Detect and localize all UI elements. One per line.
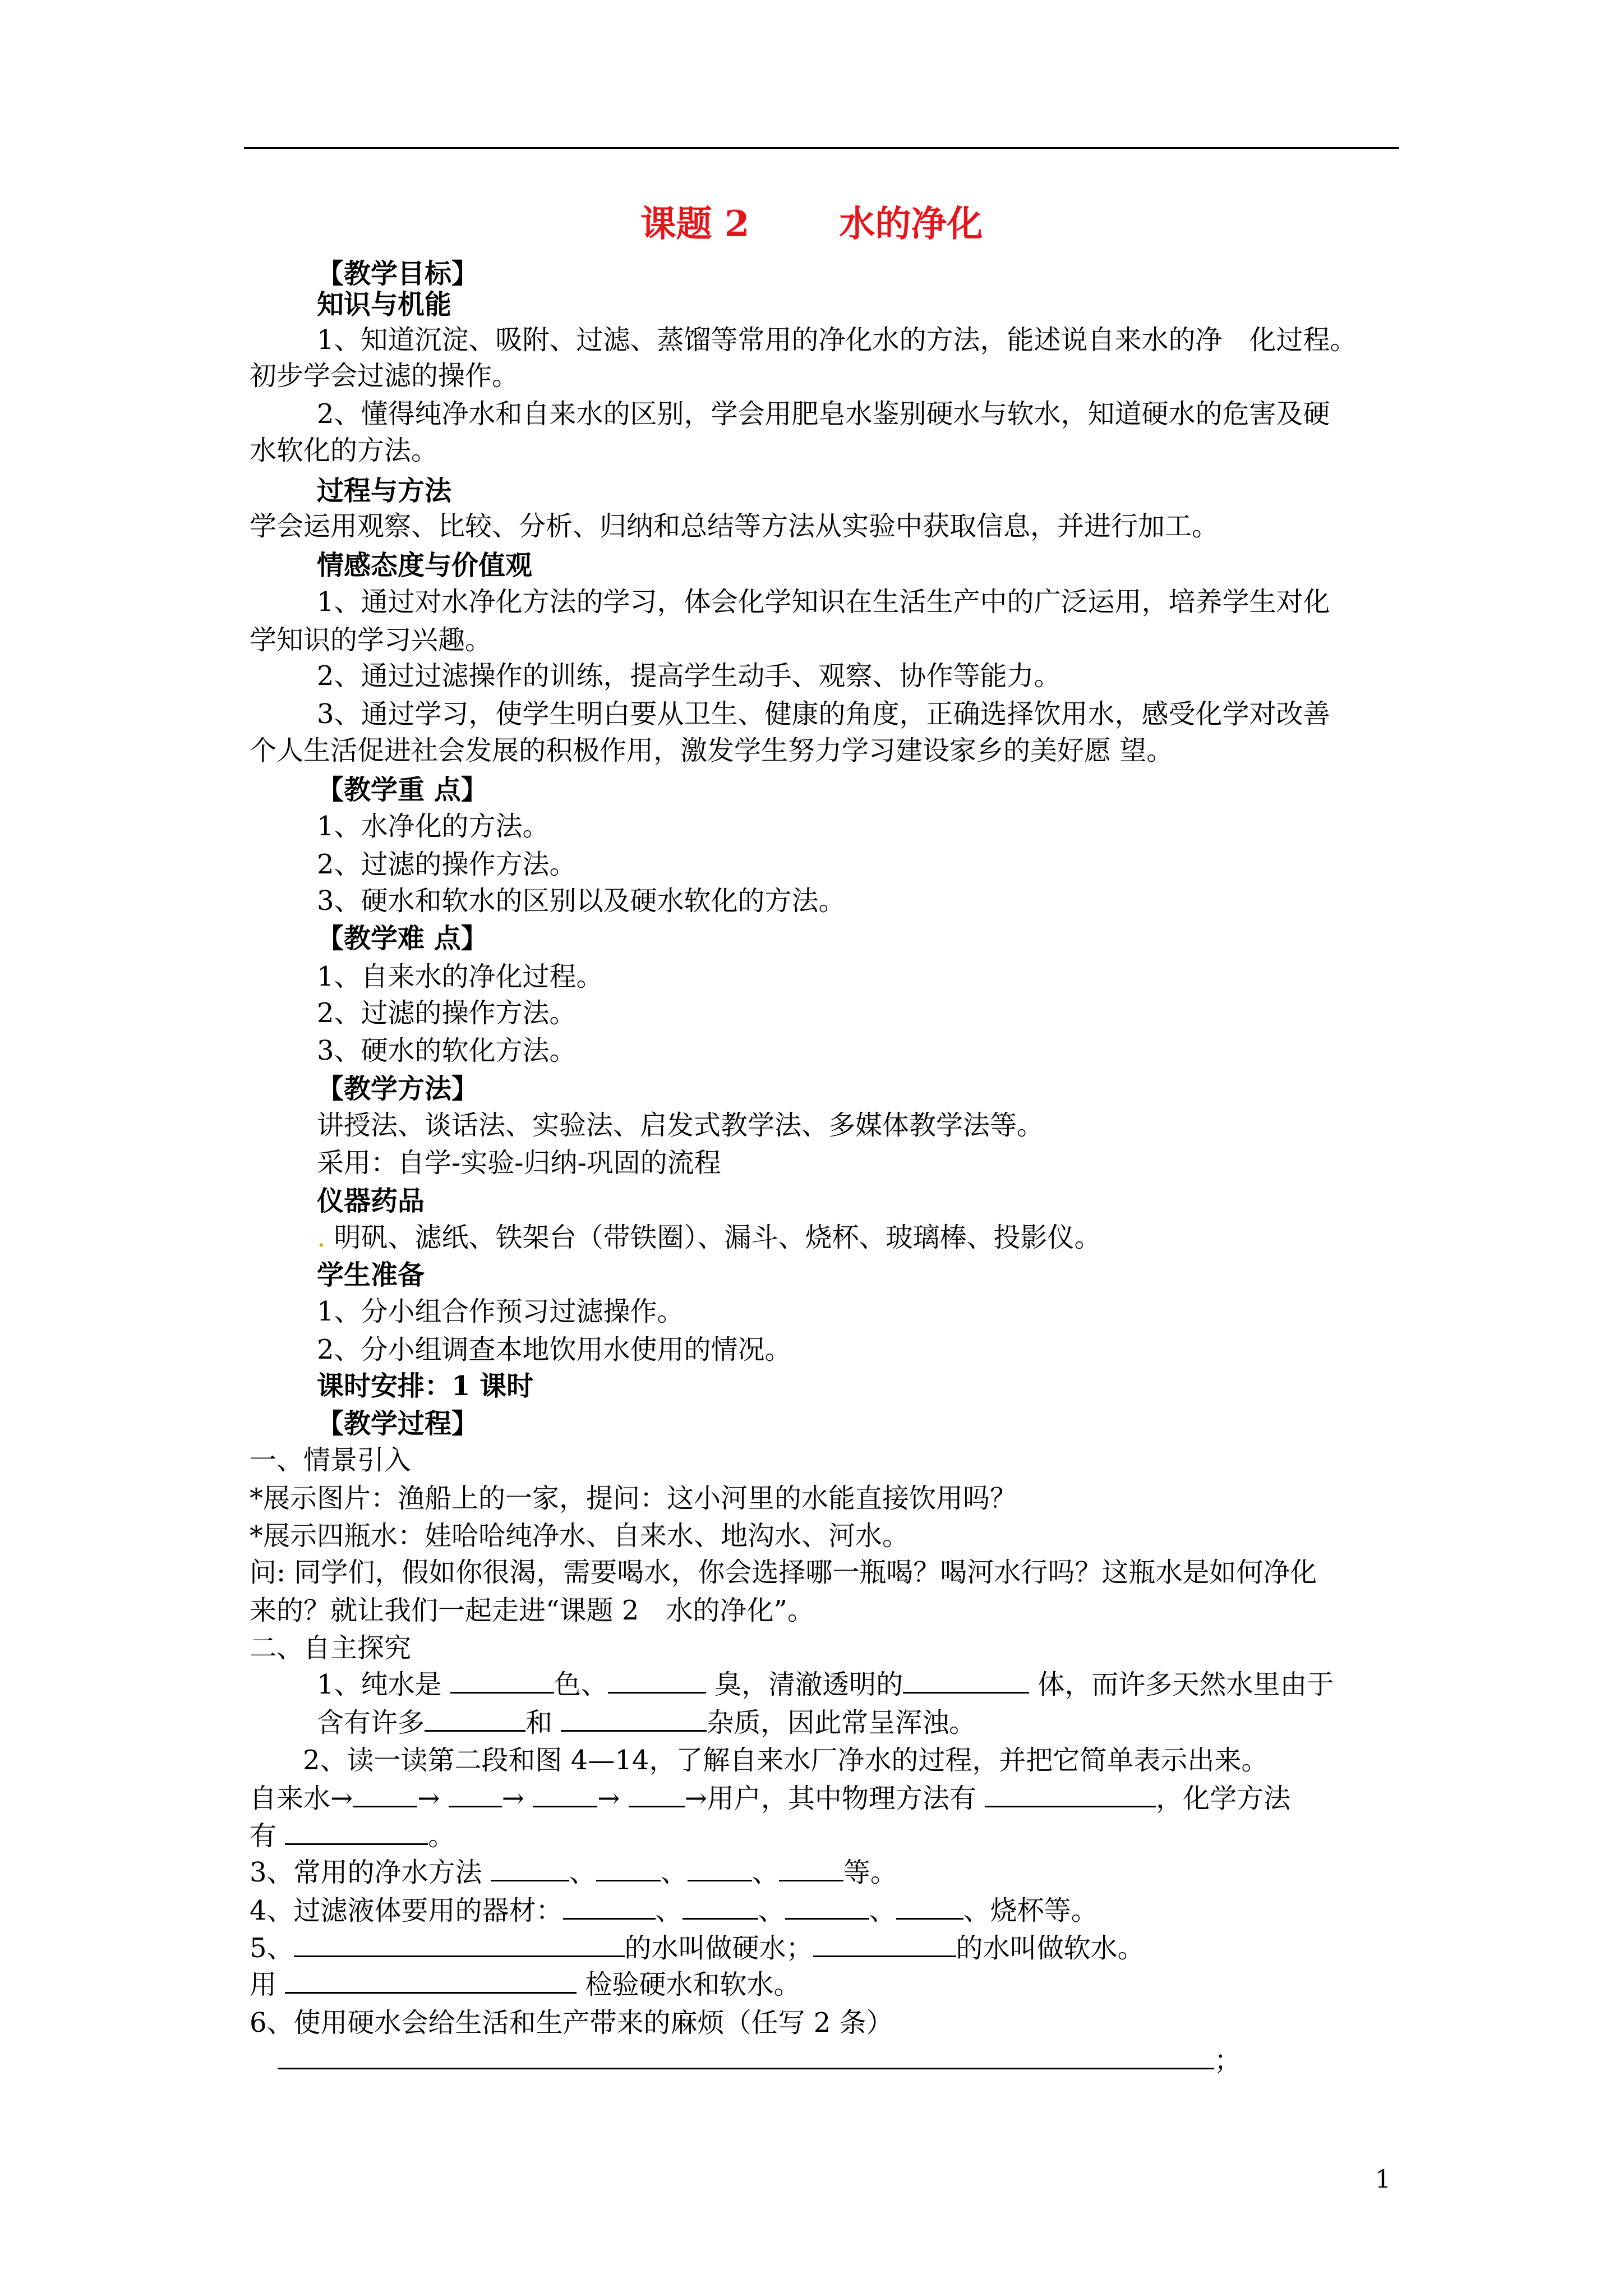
- blank-field[interactable]: [608, 1666, 706, 1694]
- text-line: 3、硬水的软化方法。: [317, 1035, 577, 1066]
- question-6: 6、使用硬水会给生活和生产带来的麻烦（任写 2 条）: [250, 2007, 893, 2039]
- text-line: 学知识的学习兴趣。: [250, 624, 492, 656]
- text-line: 2、通过过滤操作的训练，提高学生动手、观察、协作等能力。: [317, 660, 1061, 692]
- question-5-cont: 用 检验硬水和软水。: [250, 1966, 801, 2003]
- blank-field[interactable]: [629, 1780, 685, 1807]
- text-line: 讲授法、谈话法、实验法、启发式教学法、多媒体教学法等。: [317, 1110, 1044, 1141]
- header-rule: [244, 147, 1399, 149]
- blank-field[interactable]: [285, 1818, 428, 1845]
- text-line: 采用：自学-实验-归纳-巩固的流程: [317, 1147, 721, 1179]
- text-line: 2、过滤的操作方法。: [317, 849, 577, 880]
- heading-process: 过程与方法: [317, 475, 452, 507]
- text-line: 3、硬水和软水的区别以及硬水软化的方法。: [317, 885, 846, 917]
- question-3: 3、常用的净水方法 、 、 、 等。: [250, 1854, 897, 1891]
- text-line: 3、通过学习，使学生明白要从卫生、健康的角度，正确选择饮用水，感受化学对改善: [317, 698, 1330, 730]
- text-line: 1、知道沉淀、吸附、过滤、蒸馏等常用的净化水的方法，能述说自来水的净 化过程。: [317, 324, 1357, 356]
- heading-goals: 【教学目标】: [317, 258, 479, 289]
- heading-student-prep: 学生准备: [317, 1259, 425, 1291]
- question-5: 5、 的水叫做硬水； 的水叫做软水。: [250, 1930, 1145, 1967]
- text-line: 水软化的方法。: [250, 435, 439, 466]
- heading-schedule: 课时安排：1 课时: [317, 1370, 534, 1402]
- blank-field[interactable]: [278, 2042, 1214, 2069]
- question-1: 1、纯水是 色、 臭，清澈透明的 体，而许多天然水里由于: [317, 1666, 1334, 1703]
- blank-field[interactable]: [491, 1854, 569, 1881]
- blank-field[interactable]: [353, 1780, 417, 1807]
- heading-teaching-process: 【教学过程】: [317, 1408, 479, 1439]
- text-line: 来的？就让我们一起走进“课题 2 水的净化”。: [250, 1595, 814, 1626]
- text-line: 1、水净化的方法。: [317, 811, 550, 842]
- text-line: 2、懂得纯净水和自来水的区别，学会用肥皂水鉴别硬水与软水，知道硬水的危害及硬: [317, 398, 1330, 430]
- question-2-cont: 有 。: [250, 1818, 455, 1855]
- blank-field[interactable]: [425, 1704, 525, 1732]
- text-line: *展示图片：渔船上的一家，提问：这小河里的水能直接饮用吗？: [250, 1483, 1017, 1514]
- blank-field[interactable]: [896, 1892, 963, 1920]
- heading-key-points: 【教学重 点】: [317, 774, 488, 806]
- blank-field[interactable]: [985, 1780, 1156, 1807]
- blank-field[interactable]: [561, 1704, 707, 1732]
- text-line: . 明矾、滤纸、铁架台（带铁圈）、漏斗、烧杯、玻璃棒、投影仪。: [317, 1222, 1101, 1253]
- page-number: 1: [1375, 2165, 1391, 2194]
- question-1-cont: 含有许多 和 杂质，因此常呈浑浊。: [317, 1704, 976, 1741]
- blank-field[interactable]: [450, 1666, 554, 1694]
- text-line: 学会运用观察、比较、分析、归纳和总结等方法从实验中获取信息，并进行加工。: [250, 510, 1219, 542]
- text-line: 1、自来水的净化过程。: [317, 961, 603, 992]
- heading-equipment: 仪器药品: [317, 1185, 425, 1217]
- blank-field[interactable]: [563, 1892, 656, 1920]
- title-lesson: 课题 2: [640, 203, 750, 245]
- page-title: [0, 199, 1623, 250]
- text-line: 初步学会过滤的操作。: [250, 360, 519, 392]
- blank-field[interactable]: [449, 1780, 502, 1807]
- text-line: 问: 同学们，假如你很渴，需要喝水，你会选择哪一瓶喝？喝河水行吗？这瓶水是如何净化: [250, 1557, 1317, 1588]
- blank-field[interactable]: [785, 1892, 869, 1920]
- blank-field[interactable]: [294, 1930, 625, 1957]
- heading-emotion: 情感态度与价值观: [317, 550, 533, 581]
- text-line: 二、自主探究: [250, 1632, 412, 1664]
- question-2: 2、读一读第二段和图 4—14，了解自来水厂净水的过程，并把它简单表示出来。: [303, 1745, 1269, 1776]
- question-6-answer: ；: [278, 2042, 1241, 2079]
- text-line: 一、情景引入: [250, 1444, 412, 1476]
- title-topic: 水的净化: [839, 203, 983, 245]
- text-line: 个人生活促进社会发展的积极作用，激发学生努力学习建设家乡的美好愿 望。: [250, 735, 1174, 766]
- blank-field[interactable]: [779, 1854, 843, 1881]
- blank-field[interactable]: [285, 1966, 577, 1994]
- blank-field[interactable]: [813, 1930, 956, 1957]
- text-line: 2、分小组调查本地饮用水使用的情况。: [317, 1334, 792, 1365]
- blank-field[interactable]: [903, 1666, 1029, 1694]
- text-line: *展示四瓶水：娃哈哈纯净水、自来水、地沟水、河水。: [250, 1520, 910, 1552]
- blank-field[interactable]: [683, 1892, 758, 1920]
- blank-field[interactable]: [533, 1780, 597, 1807]
- heading-methods: 【教学方法】: [317, 1073, 479, 1105]
- question-4: 4、过滤液体要用的器材： 、 、 、 、烧杯等。: [250, 1892, 1098, 1929]
- blank-field[interactable]: [688, 1854, 752, 1881]
- text-line: 1、通过对水净化方法的学习，体会化学知识在生活生产中的广泛运用，培养学生对化: [317, 586, 1330, 618]
- text-line: 2、过滤的操作方法。: [317, 997, 577, 1029]
- heading-difficulties: 【教学难 点】: [317, 923, 488, 954]
- blank-field[interactable]: [596, 1854, 661, 1881]
- text-line: 1、分小组合作预习过滤操作。: [317, 1296, 684, 1327]
- question-2-flow: 自来水→ → → → →用户，其中物理方法有 ，化学方法: [250, 1780, 1290, 1817]
- heading-knowledge: 知识与机能: [317, 289, 452, 320]
